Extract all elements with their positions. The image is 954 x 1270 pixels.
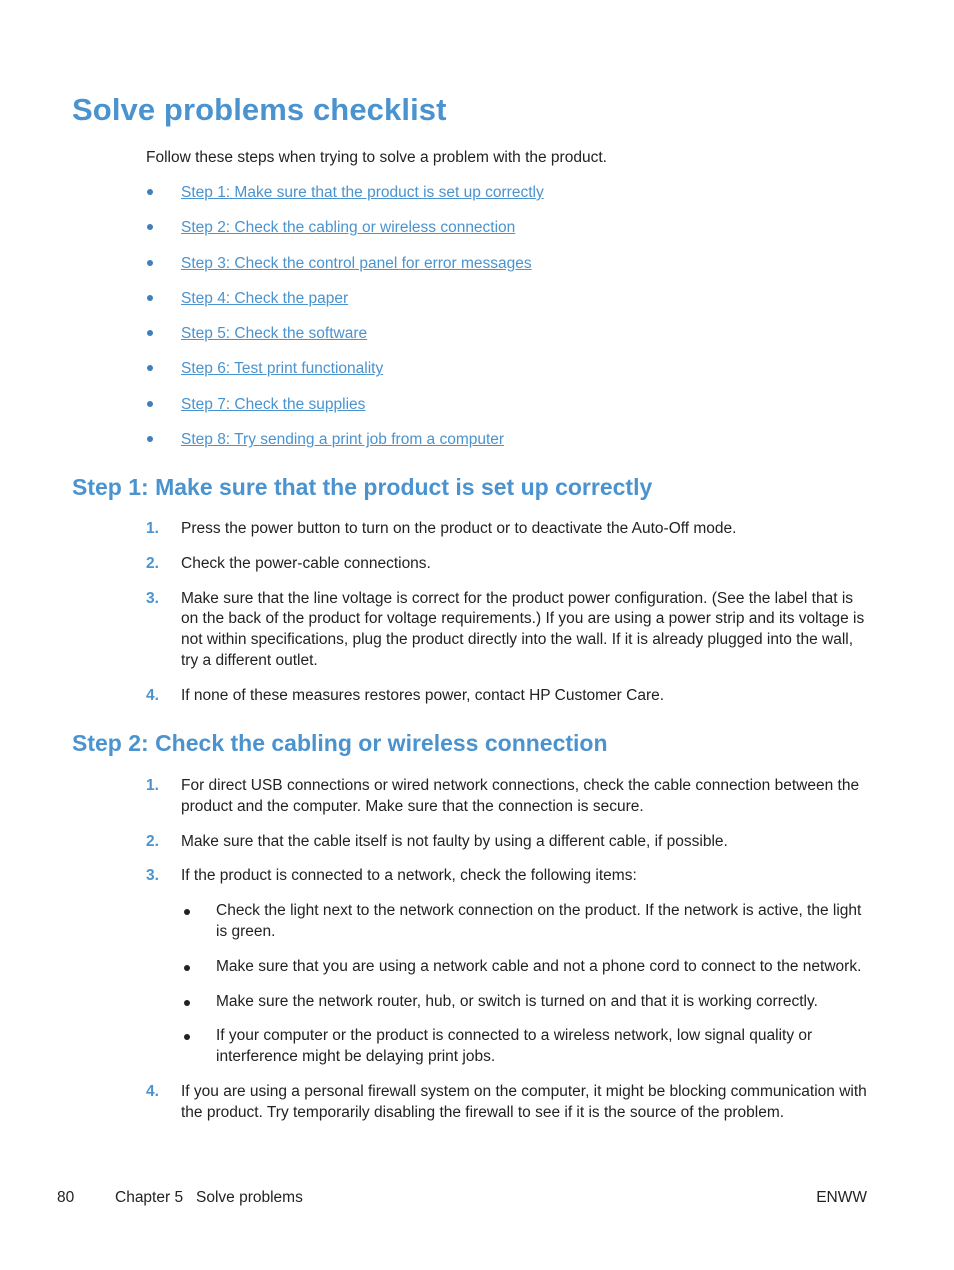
list-item bbox=[146, 832, 870, 853]
link-step-3[interactable]: Step 3: Check the control panel for error messages bbox=[181, 254, 532, 272]
chapter-label: Chapter 5 Solve problems bbox=[115, 1189, 303, 1206]
bullet-icon bbox=[147, 189, 153, 195]
toc-item bbox=[146, 219, 544, 254]
bullet-icon bbox=[184, 1000, 190, 1006]
list-item bbox=[146, 589, 870, 672]
bullet-icon bbox=[147, 295, 153, 301]
check-text: Check the light next to the network connection on the product. If the network is active, the light is green. bbox=[216, 902, 862, 940]
bullet-icon bbox=[147, 260, 153, 266]
step2-list bbox=[146, 776, 870, 1138]
step-text: Make sure that the line voltage is correct for the product power configuration. (See the label that is on the back of the product for voltage requirements.) If you are using a power strip and its voltage is not within specifications, plug the product directly into the wall. If it is already plugged into the wall, try a different outlet. bbox=[181, 589, 865, 669]
link-step-4[interactable]: Step 4: Check the paper bbox=[181, 289, 349, 307]
link-step-1[interactable]: Step 1: Make sure that the product is set up correctly bbox=[181, 184, 544, 201]
check-text: If your computer or the product is connected to a wireless network, low signal quality or interference might be delaying print jobs. bbox=[216, 1027, 813, 1066]
step-text: Make sure that the cable itself is not faulty by using a different cable, if possible. bbox=[181, 832, 728, 850]
link-step-2[interactable]: Step 2: Check the cabling or wireless connection bbox=[181, 219, 516, 237]
list-item bbox=[181, 992, 870, 1013]
step-number: 1. bbox=[146, 520, 159, 537]
step2-heading: Step 2: Check the cabling or wireless connection bbox=[72, 730, 608, 756]
step-text: If none of these measures restores power, contact HP Customer Care. bbox=[181, 686, 665, 704]
step-text: If you are using a personal firewall system on the computer, it might be blocking communication with the product. Try temporarily disabling the firewall to see if it is the source of the problem. bbox=[181, 1082, 867, 1121]
bullet-icon bbox=[147, 365, 153, 371]
step1-list bbox=[146, 519, 870, 721]
toc-item bbox=[146, 396, 544, 431]
page-title: Solve problems checklist bbox=[72, 92, 447, 127]
list-item bbox=[146, 686, 870, 707]
list-item bbox=[181, 901, 870, 943]
step-text: Check the power-cable connections. bbox=[181, 554, 431, 572]
list-item bbox=[146, 1082, 870, 1124]
step-text: Press the power button to turn on the product or to deactivate the Auto-Off mode. bbox=[181, 520, 737, 537]
bullet-icon bbox=[147, 330, 153, 336]
list-item bbox=[146, 776, 870, 818]
bullet-icon bbox=[184, 965, 190, 971]
step-number: 3. bbox=[146, 867, 159, 885]
intro-text: Follow these steps when trying to solve a problem with the product. bbox=[146, 149, 607, 166]
link-step-6[interactable]: Step 6: Test print functionality bbox=[181, 360, 384, 378]
bullet-icon bbox=[184, 1034, 190, 1040]
step-number: 2. bbox=[146, 554, 159, 572]
step1-heading: Step 1: Make sure that the product is set up correctly bbox=[72, 474, 653, 500]
toc-item bbox=[146, 184, 544, 219]
bullet-icon bbox=[184, 909, 190, 915]
list-item bbox=[146, 519, 870, 540]
list-item bbox=[181, 1026, 870, 1068]
check-text: Make sure the network router, hub, or switch is turned on and that it is working correctly. bbox=[216, 992, 818, 1010]
step-text: If the product is connected to a network, check the following items: bbox=[181, 867, 637, 885]
page-number: 80 bbox=[57, 1189, 75, 1206]
network-checks bbox=[181, 901, 870, 1068]
list-item bbox=[181, 957, 870, 978]
bullet-icon bbox=[147, 401, 153, 407]
check-text: Make sure that you are using a network cable and not a phone cord to connect to the network. bbox=[216, 957, 862, 975]
step-number: 3. bbox=[146, 589, 159, 607]
toc-item bbox=[146, 360, 544, 395]
list-item bbox=[146, 554, 870, 575]
step-number: 4. bbox=[146, 686, 159, 704]
bullet-icon bbox=[147, 436, 153, 442]
locale-code: ENWW bbox=[816, 1189, 867, 1206]
toc-item bbox=[146, 255, 544, 290]
step-number: 2. bbox=[146, 832, 159, 850]
link-step-5[interactable]: Step 5: Check the software bbox=[181, 325, 368, 343]
toc-item bbox=[146, 431, 544, 466]
bullet-icon bbox=[147, 224, 153, 230]
checklist-links bbox=[146, 184, 544, 466]
step-number: 4. bbox=[146, 1082, 159, 1100]
link-step-7[interactable]: Step 7: Check the supplies bbox=[181, 395, 366, 413]
link-step-8[interactable]: Step 8: Try sending a print job from a computer bbox=[181, 431, 505, 449]
list-item bbox=[146, 866, 870, 1068]
toc-item bbox=[146, 290, 544, 325]
toc-item bbox=[146, 325, 544, 360]
step-text: For direct USB connections or wired network connections, check the cable connection between the product and the computer. Make sure that the connection is secure. bbox=[181, 777, 860, 815]
step-number: 1. bbox=[146, 777, 159, 794]
